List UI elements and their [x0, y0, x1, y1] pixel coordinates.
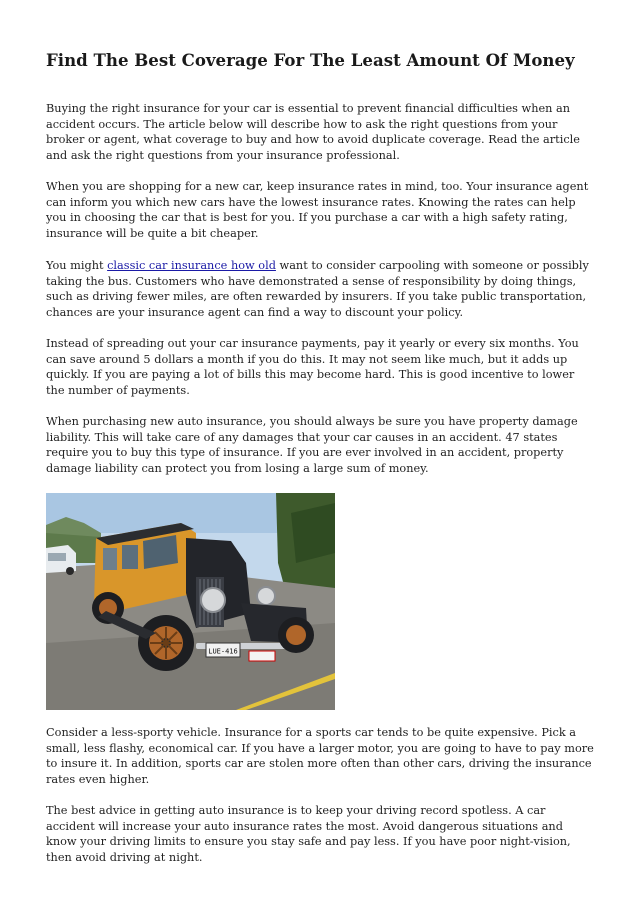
paragraph-intro: Buying the right insurance for your car is essential to prevent financial difficulties when an accident occurs. The article below will describe how to ask the right questions from your broker or agent, what coverage to buy and how to avoid duplicate coverage. Read the article and ask the right questions from your insurance professional. — [46, 102, 580, 162]
paragraph-new-car: When you are shopping for a new car, keep insurance rates in mind, too. Your insurance agent can inform you which new cars have the lowest insurance rates. Knowing the rates can help you in choosing the car that is best for you. If you purchase a car with a high safety rating, insurance will be quite a bit cheaper. — [46, 180, 589, 240]
paragraph-property-damage: When purchasing new auto insurance, you should always be sure you have property damage liability. This will take care of any damages that your car causes in an accident. 47 states require you to buy this type of insurance. If you are ever involved in an accident, property damage liability can protect you from losing a large sum of money. — [46, 415, 578, 475]
classic-car-insurance-link[interactable]: classic car insurance how old — [107, 259, 276, 272]
paragraph-payments: Instead of spreading out your car insurance payments, pay it yearly or every six months. You can save around 5 dollars a month if you do this. It may not seem like much, but it adds up quickly. If you are paying a lot of bills this may become hard. This is good incentive to lower the number of payments. — [46, 337, 579, 397]
paragraph-carpooling-start: You might — [46, 259, 108, 272]
vintage-car-photo — [46, 493, 335, 710]
license-plate-text: LUE-416 — [208, 647, 238, 656]
page-title: Find The Best Coverage For The Least Amount Of Money — [46, 50, 575, 70]
paragraph-less-sporty: Consider a less-sporty vehicle. Insurance for a sports car tends to be quite expensive. Pick a small, less flashy, economical car. If you have a larger motor, you are going to have to pay more to insure it. In addition, sports car are stolen more often than other cars, driving the insurance rates even higher. — [46, 726, 594, 786]
paragraph-carpooling-rest: want to consider carpooling with someone or possibly taking the bus. Customers who have demonstrated a sense of responsibility by doing things, such as driving fewer miles, are often rewarded by insurers. If you take public transportation, chances are your insurance agent can find a way to discount your policy. — [46, 259, 589, 319]
paragraph-driving-record: The best advice in getting auto insurance is to keep your driving record spotless. A car accident will increase your auto insurance rates the most. Avoid dangerous situations and know your driving limits to ensure you stay safe and pay less. If you have poor night-vision, then avoid driving at night. — [46, 804, 571, 864]
paragraph-carpooling — [46, 258, 596, 320]
